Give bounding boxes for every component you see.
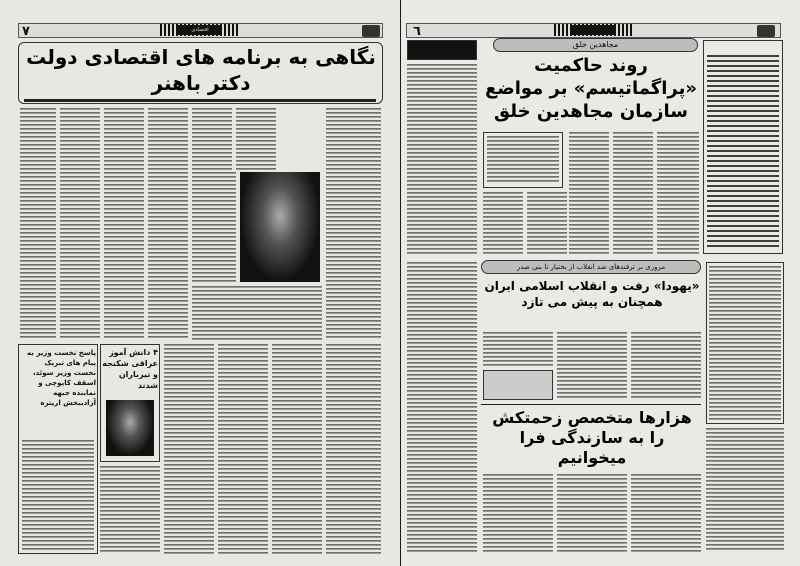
text-column — [148, 108, 188, 340]
text-column — [192, 172, 236, 282]
text-column — [326, 108, 381, 340]
text-column — [709, 266, 781, 420]
text-column — [613, 132, 653, 254]
column-logo — [407, 40, 477, 60]
text-column — [192, 108, 232, 170]
text-column — [557, 474, 627, 552]
text-column — [707, 55, 779, 250]
ad-box — [483, 370, 553, 400]
section-label: اقتصادی — [178, 25, 222, 35]
text-column — [236, 108, 276, 170]
text-column — [192, 286, 322, 340]
text-column — [407, 64, 477, 254]
divider — [481, 404, 701, 405]
text-column — [569, 132, 609, 254]
text-column — [483, 474, 553, 552]
main-headline: نگاهی به برنامه های اقتصادی دولت دکتر باهنر — [26, 45, 376, 95]
text-column — [326, 344, 381, 554]
text-column — [631, 474, 701, 552]
text-column — [657, 132, 699, 254]
section-banner — [554, 24, 634, 36]
text-column — [272, 344, 322, 554]
top-kicker: مجاهدین خلق — [493, 38, 698, 52]
text-column — [20, 108, 56, 340]
second-headline: «یهودا» رفت و انقلاب اسلامی ایران همچنان به پیش می تازد — [484, 279, 700, 309]
text-column — [104, 108, 144, 340]
mid-kicker: مروری بر ترفندهای ضد انقلاب از بختیار تا بنی صدر — [481, 260, 701, 274]
text-column — [483, 332, 553, 366]
text-column — [483, 192, 523, 254]
text-column — [527, 192, 567, 254]
text-column — [557, 332, 627, 400]
main-headline: روند حاکمیت «پراگماتیسم» بر مواضع سازمان مجاهدین خلق — [485, 55, 697, 122]
text-column — [487, 136, 559, 184]
section-banner — [160, 24, 240, 36]
third-headline: هزارها متخصص زحمتکش را به سازندگی فرا میخوانیم — [492, 408, 692, 467]
text-column — [706, 428, 784, 552]
newspaper-logo — [757, 25, 775, 37]
text-column — [22, 440, 94, 550]
portrait-photo — [240, 172, 320, 282]
text-column — [100, 466, 160, 554]
pm-story-headline: پاسخ نخست وزیر به پیام های تبریک نخست وزیر سوئد، اسقف کاپوچی و نماینده جبهه آزادیبخش اریتره — [27, 349, 96, 407]
text-column — [631, 332, 701, 400]
page-number: ٦ — [413, 24, 421, 39]
page-number: ٧ — [22, 24, 30, 39]
headline-rule — [24, 99, 376, 102]
text-column — [407, 262, 477, 552]
text-column — [218, 344, 268, 554]
iraq-story-headline: ۴ دانش آموز عراقی شکنجه و تیرباران شدند — [102, 348, 158, 390]
right-newspaper-page — [401, 0, 800, 566]
text-column — [60, 108, 100, 340]
newspaper-logo — [362, 25, 380, 37]
student-photo — [106, 400, 154, 456]
text-column — [164, 344, 214, 554]
